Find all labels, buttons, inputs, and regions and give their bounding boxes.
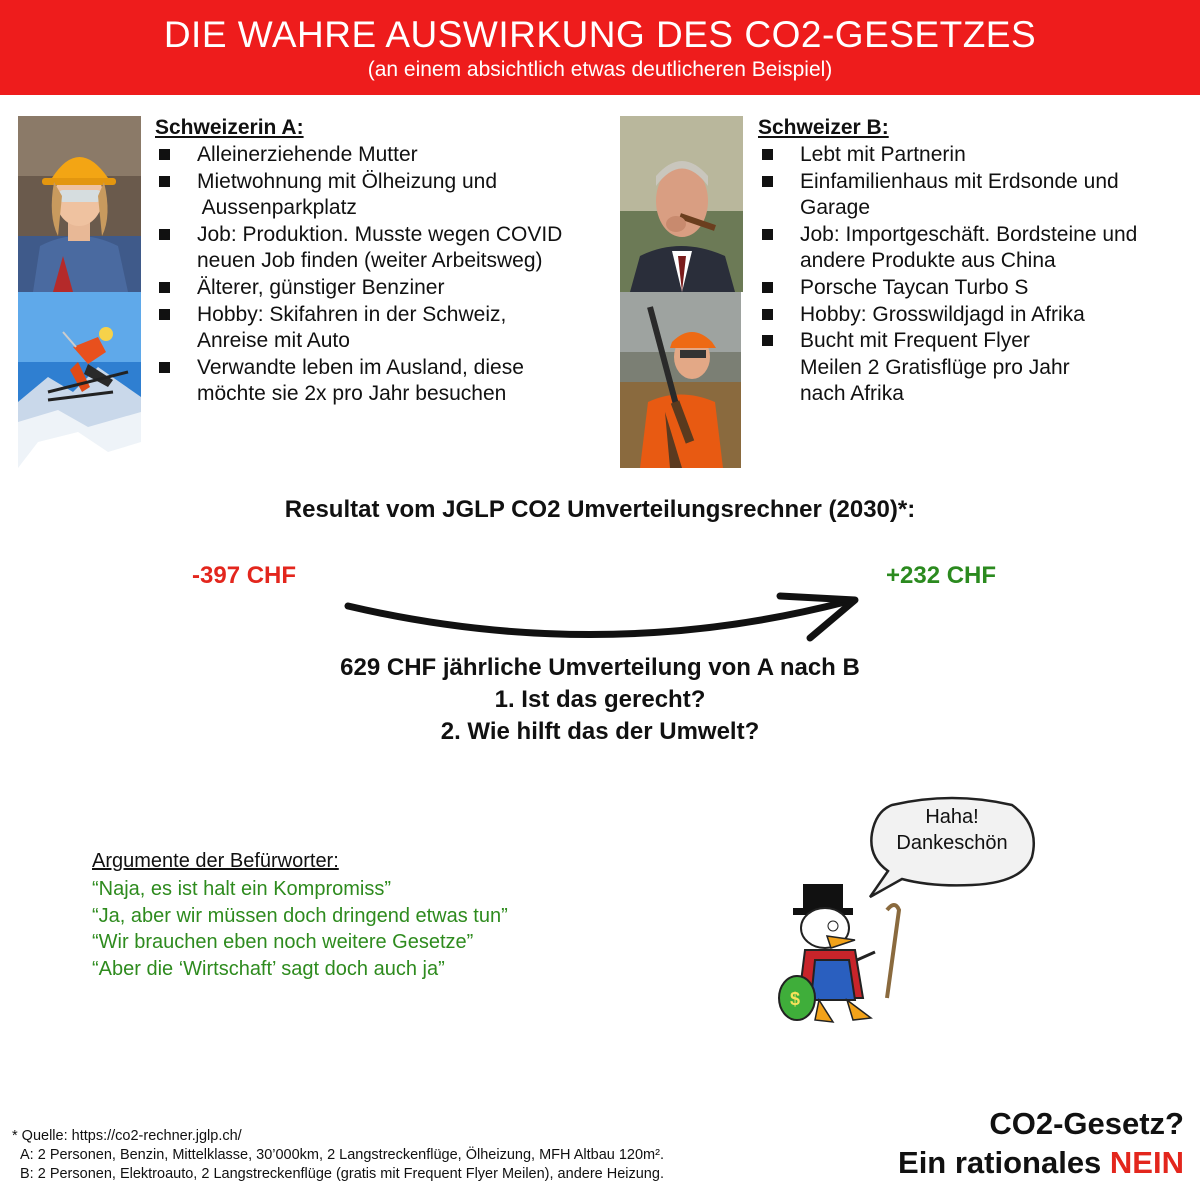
question-fairness: 1. Ist das gerecht? bbox=[494, 686, 706, 713]
person-a-list bbox=[157, 142, 597, 408]
footnote-b: B: 2 Personen, Elektroauto, 2 Langstreckenflüge (gratis mit Frequent Flyer Meilen), andere Heizung. bbox=[20, 1166, 664, 1182]
person-b-list bbox=[760, 142, 1190, 408]
header-banner bbox=[0, 0, 1200, 95]
redistribution-summary bbox=[0, 652, 1200, 748]
list-item: Einfamilienhaus mit Erdsonde und Garage bbox=[760, 169, 1190, 222]
person-b-title: Schweizer B: bbox=[758, 116, 889, 139]
page-subtitle: (an einem absichtlich etwas deutlicheren Beispiel) bbox=[367, 58, 833, 81]
list-item: Hobby: Skifahren in der Schweiz, Anreise mit Auto bbox=[157, 302, 597, 355]
photo-hunter bbox=[620, 292, 741, 468]
argument-item: “Aber die ‘Wirtschaft’ sagt doch auch ja” bbox=[92, 957, 445, 980]
page-title: DIE WAHRE AUSWIRKUNG DES CO2-GESETZES bbox=[163, 14, 1037, 55]
summary-line: 629 CHF jährliche Umverteilung von A nach B bbox=[340, 654, 860, 681]
photo-worker-woman bbox=[18, 116, 141, 292]
curved-arrow-icon bbox=[340, 590, 870, 650]
photo-man-cigar bbox=[620, 116, 743, 292]
list-item: Lebt mit Partnerin bbox=[760, 142, 1190, 169]
speech-text: Haha! Dankeschön bbox=[896, 806, 1008, 854]
list-item: Porsche Taycan Turbo S bbox=[760, 275, 1190, 302]
list-item: Job: Produktion. Musste wegen COVID neuen Job finden (weiter Arbeitsweg) bbox=[157, 222, 597, 275]
footnote bbox=[12, 1127, 664, 1184]
list-item: Bucht mit Frequent Flyer Meilen 2 Gratisflüge pro Jahr nach Afrika bbox=[760, 328, 1190, 408]
arguments-title: Argumente der Befürworter: bbox=[92, 850, 339, 872]
argument-item: “Wir brauchen eben noch weitere Gesetze” bbox=[92, 931, 474, 953]
person-a-title: Schweizerin A: bbox=[155, 116, 304, 139]
bottom-slogan bbox=[898, 1104, 1184, 1182]
footnote-a: A: 2 Personen, Benzin, Mittelklasse, 30’000km, 2 Langstreckenflüge, Ölheizung, MFH Altbau 120m². bbox=[20, 1147, 664, 1163]
list-item: Verwandte leben im Ausland, diese möchte sie 2x pro Jahr besuchen bbox=[157, 355, 597, 408]
argument-item: “Naja, es ist halt ein Kompromiss” bbox=[92, 878, 391, 900]
photo-skier bbox=[18, 292, 141, 468]
scrooge-mcduck-cartoon bbox=[775, 880, 910, 1030]
list-item: Hobby: Grosswildjagd in Afrika bbox=[760, 302, 1190, 329]
slogan-question: CO2-Gesetz? bbox=[989, 1106, 1184, 1141]
list-item: Job: Importgeschäft. Bordsteine und andere Produkte aus China bbox=[760, 222, 1190, 275]
nein-text: NEIN bbox=[1109, 1145, 1184, 1180]
list-item: Mietwohnung mit Ölheizung und Aussenparkplatz bbox=[157, 169, 597, 222]
list-item: Alleinerziehende Mutter bbox=[157, 142, 597, 169]
slogan-answer: Ein rationales NEIN bbox=[898, 1145, 1184, 1180]
argument-item: “Ja, aber wir müssen doch dringend etwas tun” bbox=[92, 904, 508, 927]
value-person-b: +232 CHF bbox=[886, 562, 997, 589]
value-person-a: -397 CHF bbox=[192, 562, 297, 589]
question-environment: 2. Wie hilft das der Umwelt? bbox=[440, 718, 760, 745]
arguments-list bbox=[92, 876, 508, 982]
list-item: Älterer, günstiger Benziner bbox=[157, 275, 597, 302]
footnote-source: * Quelle: https://co2-rechner.jglp.ch/ bbox=[12, 1128, 242, 1144]
svg-text:$: $ bbox=[790, 989, 801, 1009]
result-title: Resultat vom JGLP CO2 Umverteilungsrechner (2030)*: bbox=[284, 496, 916, 523]
